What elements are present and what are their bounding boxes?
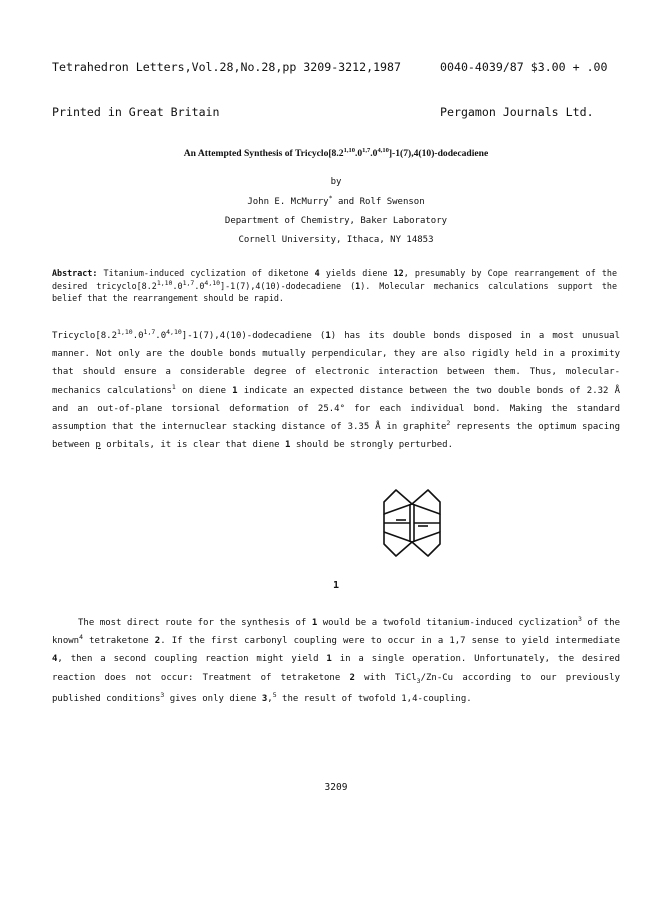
compound-number: 4 (314, 268, 320, 278)
body-text: . If the first carbonyl coupling were to occur in a 1,7 sense to yield intermediate (160, 636, 620, 647)
abstract-label: Abstract: (52, 268, 98, 278)
body-text: in a single operation. Unfortunately, the desired reaction does not occur: Treatment of tetraketone (52, 654, 620, 683)
abstract-sup: 4,10 (204, 278, 221, 287)
body-text: tetraketone (83, 636, 155, 647)
body-sup: 1,7 (143, 328, 156, 336)
reference-mark: 3 (160, 690, 165, 699)
body-text: .0 (155, 331, 167, 341)
journal-line: Tetrahedron Letters,Vol.28,No.28,pp 3209-3212,1987 (52, 60, 402, 74)
author-name: and Rolf Swenson (332, 197, 425, 207)
body-text: indicate an expected distance between the two double bonds of 2.32 Å and an out-of-plane torsional deformation of 25.4° for each individual bond. Making the standard assumption that the internuclear stacking distance of 3.35 Å in graphite (52, 385, 620, 433)
body-text: should be strongly perturbed. (290, 440, 453, 451)
reference-mark: 3 (577, 615, 582, 623)
body-text: Tricyclo[8.2 (52, 331, 118, 341)
compound-number: 1 (232, 385, 238, 396)
figure-label: 1 (332, 580, 340, 591)
reference-mark: 4 (79, 633, 84, 642)
title-text: An Attempted Synthesis of Tricyclo[8.2 (183, 148, 344, 159)
authors (0, 194, 672, 207)
abstract-text: .0 (172, 280, 183, 291)
abstract-text: ]-1(7),4(10)-dodecadiene ( (220, 280, 356, 291)
compound-number: 1 (285, 440, 291, 451)
compound-number: 1 (311, 618, 318, 628)
affiliation-univ: Cornell University, Ithaca, NY 14853 (238, 235, 434, 245)
reference-mark: 1 (171, 382, 176, 391)
compound-number: 2 (349, 672, 355, 683)
orbital-symbol: p (95, 440, 101, 451)
abstract-text: yields diene (319, 268, 394, 278)
structure-diagram-1 (376, 478, 448, 568)
compound-number: 2 (154, 636, 161, 647)
byline: by (330, 177, 342, 187)
title-text: .0 (370, 148, 378, 159)
price-line: 0040-4039/87 $3.00 + .00 (440, 60, 608, 74)
title-sup: 1,7 (362, 146, 371, 154)
reference-mark: 5 (272, 690, 277, 699)
body-sup: 4,10 (166, 328, 182, 336)
body-sup: 1,10 (117, 328, 133, 336)
abstract-text: .0 (194, 280, 205, 291)
body-text: would be a twofold titanium-induced cyclization (317, 618, 578, 628)
body-text: .0 (132, 331, 144, 341)
lower-left-ring (384, 532, 412, 556)
body-text: with TiCl (354, 672, 417, 683)
abstract-text: , presumably by Cope rearrangement of the desired tricyclo[8.2 (52, 268, 617, 291)
paper-title (0, 148, 672, 159)
body-text: orbitals, it is clear that diene (100, 440, 286, 451)
abstract-text: Titanium-induced cyclization of diketone (97, 268, 315, 278)
title-sup: 1,10 (343, 146, 355, 154)
page-number: 3209 (324, 782, 348, 793)
corresponding-mark: * (328, 194, 333, 202)
abstract-sup: 1,10 (156, 278, 173, 287)
body-text: of the known (52, 618, 620, 647)
publisher-line: Pergamon Journals Ltd. (440, 105, 594, 119)
title-sup: 4,10 (377, 146, 389, 154)
body-text: , then a second coupling reaction might yield (57, 654, 327, 665)
abstract (52, 267, 617, 305)
abstract-sup: 1,7 (182, 278, 195, 287)
author-name: John E. McMurry (247, 197, 329, 207)
subscript: 3 (416, 676, 421, 685)
printed-line: Printed in Great Britain (52, 105, 220, 119)
lower-right-ring (412, 532, 440, 556)
journal-citation (52, 30, 401, 135)
body-text: represents the optimum spacing between (52, 422, 620, 451)
body-paragraph-1 (52, 327, 620, 454)
title-text: .0 (354, 148, 363, 159)
title-text: ]-1(7),4(10)-dodecadiene (388, 148, 489, 159)
body-text: ]-1(7),4(10)-dodecadiene ( (181, 331, 326, 341)
abstract-text: ). Molecular mechanics calculations support the belief that the rearrangement should be rapid. (52, 280, 618, 303)
compound-number: 1 (355, 280, 361, 291)
body-text: /Zn-Cu according to our previously published conditions (52, 672, 620, 704)
body-paragraph-2 (52, 614, 620, 708)
upper-left-ring (384, 490, 412, 514)
reference-mark: 2 (446, 419, 451, 428)
compound-number: 12 (393, 268, 404, 278)
body-text: The most direct route for the synthesis of (78, 618, 312, 628)
price-block (440, 30, 608, 135)
body-text: on diene (175, 385, 233, 396)
upper-right-ring (412, 490, 440, 514)
compound-number: 4 (52, 654, 58, 665)
compound-number: 3 (261, 693, 268, 704)
body-text: gives only diene (164, 693, 262, 704)
compound-number: 1 (325, 331, 331, 341)
body-text: , (267, 693, 273, 704)
affiliation-dept: Department of Chemistry, Baker Laboratory (224, 216, 448, 226)
compound-number: 1 (326, 654, 332, 665)
body-text: the result of twofold 1,4-coupling. (276, 693, 472, 704)
body-text: ) has its double bonds disposed in a most unusual manner. Not only are the double bonds mutually perpendicular, they are also rigidly held in a proximity that should ensure a considerable degree of electronic interaction between them. Thus, molecular-mechanics calculations (52, 331, 620, 396)
